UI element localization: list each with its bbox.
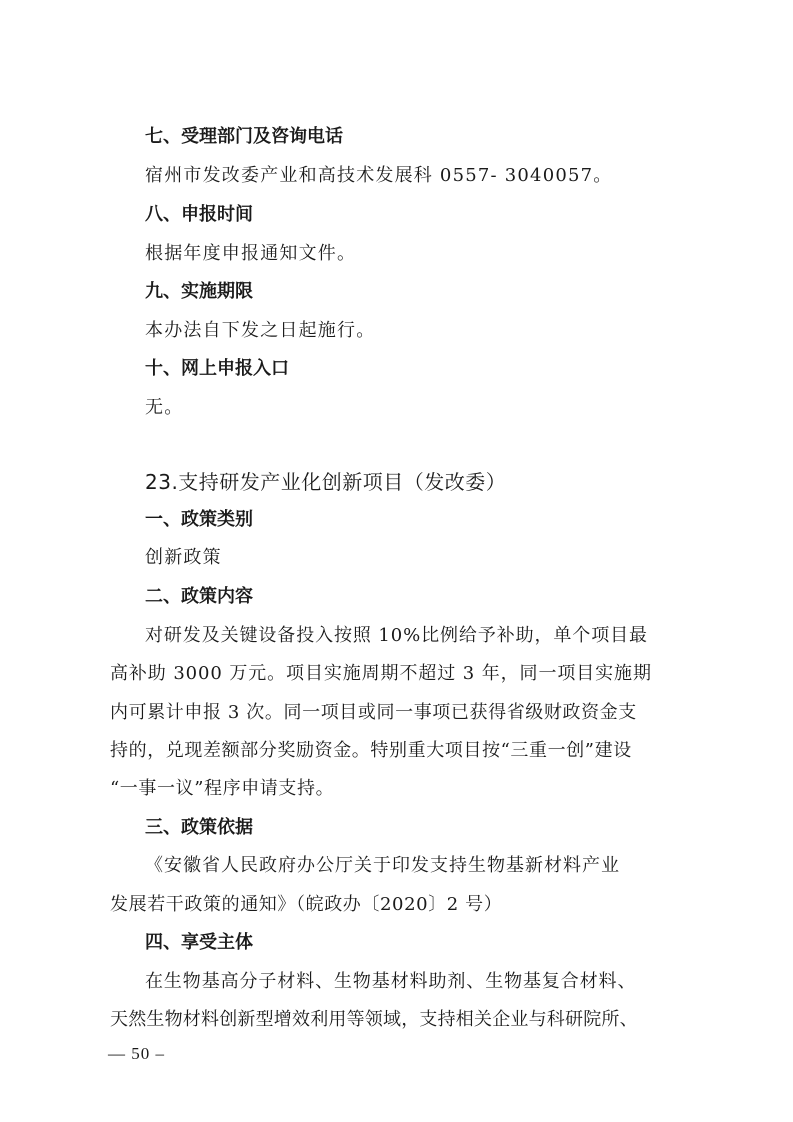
section-10-heading: 十、网上申报入口: [145, 358, 289, 379]
section-7-body: 宿州市发改委产业和高技术发展科 0557- 3040057。: [145, 165, 613, 186]
item-23-title: 23.支持研发产业化创新项目（发改委）: [145, 470, 507, 494]
section-8-body: 根据年度申报通知文件。: [145, 243, 357, 264]
section-10-body: 无。: [145, 397, 184, 418]
section-9-heading: 九、实施期限: [145, 281, 253, 302]
item-23-s2-line-2: 高补助 3000 万元。项目实施周期不超过 3 年，同一项目实施期: [110, 663, 652, 684]
item-23-s2-line-1: 对研发及关键设备投入按照 10%比例给予补助，单个项目最: [145, 625, 648, 646]
item-23-s3-line-1: 《安徽省人民政府办公厅关于印发支持生物基新材料产业: [145, 855, 620, 876]
item-23-s2-heading: 二、政策内容: [145, 586, 253, 607]
item-23-s3-line-2: 发展若干政策的通知》（皖政办〔2020〕2 号）: [110, 894, 503, 915]
item-23-s2-line-4: 持的，兑现差额部分奖励资金。特别重大项目按“三重一创”建设: [110, 740, 632, 761]
item-23-s1-body: 创新政策: [145, 547, 222, 568]
item-23-s4-line-1: 在生物基高分子材料、生物基材料助剂、生物基复合材料、: [145, 971, 637, 992]
item-23-s1-heading: 一、政策类别: [145, 509, 253, 530]
item-23-s4-line-2: 天然生物材料创新型增效利用等领域，支持相关企业与科研院所、: [110, 1009, 638, 1030]
item-23-s4-heading: 四、享受主体: [145, 932, 253, 953]
item-23-s2-line-3: 内可累计申报 3 次。同一项目或同一事项已获得省级财政资金支: [110, 702, 637, 723]
section-9-body: 本办法自下发之日起施行。: [145, 320, 376, 341]
item-23-s3-heading: 三、政策依据: [145, 817, 253, 838]
item-23-s2-line-5: “一事一议”程序申请支持。: [110, 778, 335, 799]
section-7-heading: 七、受理部门及咨询电话: [145, 126, 343, 147]
page-number: — 50 –: [108, 1044, 165, 1063]
section-8-heading: 八、申报时间: [145, 204, 253, 225]
